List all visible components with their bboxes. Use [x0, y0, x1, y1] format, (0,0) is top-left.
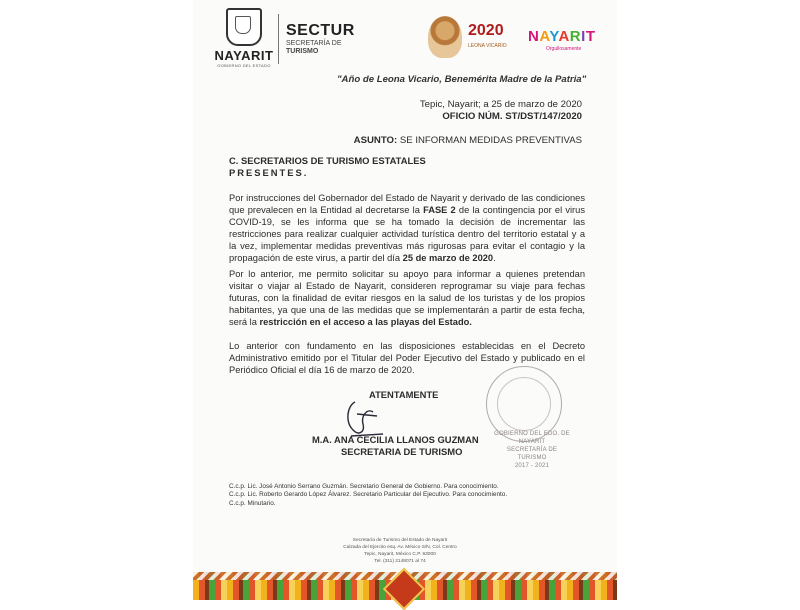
stamp-line-1: GOBIERNO DEL EDO. DE NAYARIT [494, 431, 570, 445]
addressee-line-1: C. SECRETARIOS DE TURISMO ESTATALES [229, 155, 426, 166]
p1-bold-date: 25 de marzo de 2020 [402, 252, 494, 263]
asunto-text: SE INFORMAN MEDIDAS PREVENTIVAS [397, 135, 582, 146]
footer-line-4: Tel. (311) 2148071 al 74 [374, 559, 426, 564]
state-logo [214, 8, 274, 68]
brand-letter: A [539, 28, 550, 45]
ccp-line: C.c.p. Lic. José Antonio Serrano Guzmán. Secretario General de Gobierno. Para conocimiento. [229, 483, 499, 490]
stamp-eagle-icon [497, 377, 551, 431]
footer-line-2: Calzada del Ejercito esq. Av. México S/N, Col. Centro [343, 545, 457, 550]
brand-sub: Orgullosamente [546, 46, 582, 52]
oficio-number: OFICIO NÚM. ST/DST/147/2020 [442, 111, 582, 122]
portrait-icon [428, 16, 462, 58]
state-logo-sub: GOBIERNO DEL ESTADO [217, 63, 271, 68]
sectur-line2: TURISMO [286, 48, 319, 55]
state-seal-icon [226, 8, 262, 46]
p2-text: Por lo anterior, me permito solicitar su apoyo para informar a quienes pretendan visitar o viajar al Estado de Nayarit, consideren reprogramar su viaje para fechas futuras, con la finalidad de evitar riesgos en la salud de los turistas y de los propios habitantes, ya que una de las medidas que se implementarán a partir de esta fecha, será la [229, 269, 585, 327]
p1-text: Por instrucciones del Gobernador del Estado de Nayarit y derivado de las condiciones que prevalecen en la Entidad al decretarse la [229, 193, 585, 215]
sectur-line1: SECRETARÍA DE [286, 40, 342, 47]
decorative-pattern-band [193, 572, 617, 600]
brand-letter: N [528, 28, 540, 45]
p1-text-2: de la contingencia por el virus COVID-19, se les informa que se ha tomado la decisión de incrementar las restricciones para realizar cualquier actividad turística dentro del territorio estatal y a la vez, implementar medidas preventivas más rigurosas para evitar el contagio y la propagación de este virus, a partir del día [229, 204, 585, 263]
state-logo-name: NAYARIT [214, 48, 274, 63]
brand-letter: R [569, 28, 582, 45]
paragraph-1 [229, 193, 585, 264]
p2-bold-restriction: restricción en el acceso a las playas del Estado. [259, 316, 472, 327]
stamp-text [492, 430, 572, 470]
ccp-line: C.c.p. Lic. Roberto Gerardo López Álvarez. Secretario Particular del Ejecutivo. Para conocimiento. [229, 491, 508, 498]
brand-letter: T [585, 28, 596, 45]
p1-period: . [493, 252, 496, 263]
addressee-line-2: PRESENTES. [229, 167, 309, 178]
nayarit-brand-logo [528, 28, 595, 45]
stamp-line-3: 2017 - 2021 [514, 463, 550, 469]
leona-vicario-logo [428, 14, 520, 60]
closing: ATENTAMENTE [369, 389, 439, 400]
sectur-title: SECTUR [286, 22, 355, 39]
place-date: Tepic, Nayarit; a 25 de marzo de 2020 [419, 99, 582, 110]
footer-line-3: Tepic, Nayarit, México C.P. 63000 [364, 552, 436, 557]
paragraph-3: Lo anterior con fundamento en las disposiciones establecidas en el Decreto Administrativo emitido por el Titular del Poder Ejecutivo del Estado y publicado en el Periódico Oficial el día 16 de marzo de 2020. [229, 341, 585, 375]
asunto-label: ASUNTO: [353, 135, 398, 146]
year-logo-sub: LEONA VICARIO [468, 43, 507, 49]
left-margin [0, 0, 193, 600]
sectur-logo [286, 22, 355, 56]
signer-name: M.A. ANA CECILIA LLANOS GUZMAN [312, 434, 479, 445]
year-logo-text: 2020 [468, 22, 504, 39]
logo-divider [278, 14, 279, 64]
asunto [354, 135, 582, 147]
p1-bold-phase: FASE 2 [423, 204, 456, 215]
motto: "Año de Leona Vicario, Benemérita Madre de la Patria" [337, 74, 587, 85]
brand-letter: I [581, 28, 586, 45]
brand-letter: A [558, 28, 570, 45]
stamp-line-2: SECRETARÍA DE TURISMO [506, 447, 558, 461]
signer-title: SECRETARIA DE TURISMO [341, 446, 463, 457]
brand-letter: Y [549, 28, 559, 45]
paragraph-2 [229, 269, 585, 329]
right-margin [617, 0, 800, 600]
footer-line-1: Secretaría de Turismo del Estado de Nayarit [352, 538, 448, 543]
ccp-line: C.c.p. Minutario. [229, 500, 276, 507]
